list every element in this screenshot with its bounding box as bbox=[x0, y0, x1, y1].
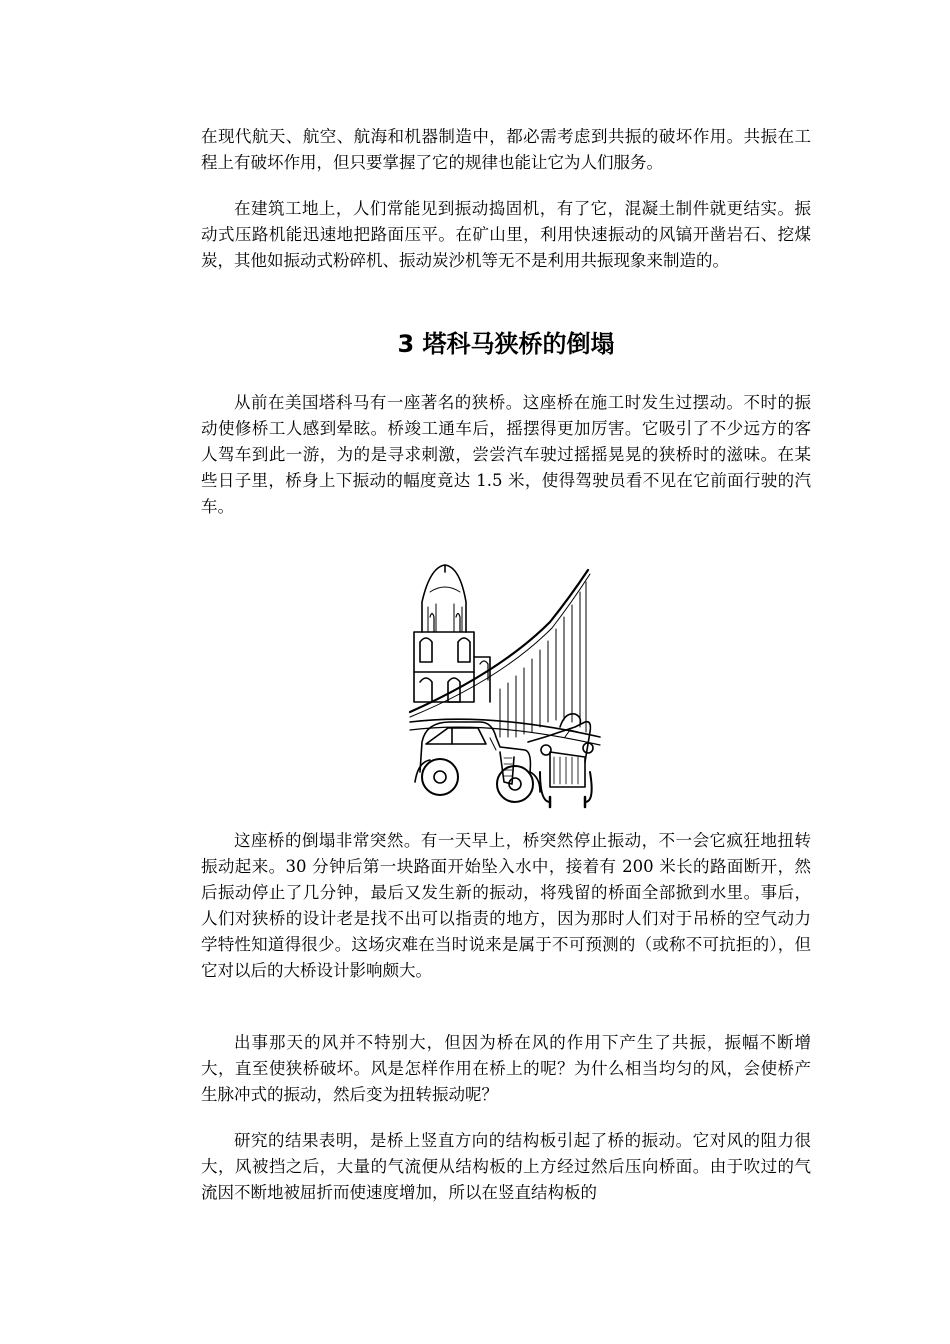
paragraph-bridge-history: 从前在美国塔科马有一座著名的狭桥。这座桥在施工时发生过摆动。不时的振动使修桥工人感到晕眩。桥竣工通车后，摇摆得更加厉害。它吸引了不少远方的客人驾车到此一游，为的是寻求刺激，尝尝汽车驶过摇摇晃晃的狭桥时的滋味。在某些日子里，桥身上下振动的幅度竟达 1.5 米，使得驾驶员看不见在它前面行驶的汽车。 bbox=[201, 393, 811, 516]
paragraph-resonance-intro: 在现代航天、航空、航海和机器制造中，都必需考虑到共振的破坏作用。共振在工程上有破坏作用，但只要掌握了它的规律也能让它为人们服务。 bbox=[201, 127, 811, 172]
paragraph-research-result: 研究的结果表明，是桥上竖直方向的结构板引起了桥的振动。它对风的阻力很大，风被挡之后，大量的气流便从结构板的上方经过然后压向桥面。由于吹过的气流因不断地被屈折而使速度增加，所以在竖直结构板的 bbox=[201, 1131, 811, 1202]
paragraph-construction-uses: 在建筑工地上，人们常能见到振动捣固机，有了它，混凝土制件就更结实。振动式压路机能迅速地把路面压平。在矿山里，利用快速振动的风镐开凿岩石、挖煤炭，其他如振动式粉碎机、振动炭沙机等无不是利用共振现象来制造的。 bbox=[201, 199, 811, 270]
paragraph-bridge-collapse: 这座桥的倒塌非常突然。有一天早上，桥突然停止振动，不一会它疯狂地扭转振动起来。30 分钟后第一块路面开始坠入水中，接着有 200 米长的路面断开，然后振动停止了几分钟，最后又发生新的振动，将残留的桥面全部掀到水里。事后，人们对狭桥的设计老是找不出可以指责的地方，因为那时人们对于吊桥的空气动力学特性知道得很少。这场灾难在当时说来是属于不可预测的（或称不可抗拒的），但它对以后的大桥设计影响颇大。 bbox=[201, 831, 811, 980]
paragraph-wind-question: 出事那天的风并不特别大，但因为桥在风的作用下产生了共振，振幅不断增大，直至使狭桥破坏。风是怎样作用在桥上的呢？为什么相当均匀的风，会使桥产生脉冲式的振动，然后变为扭转振动呢？ bbox=[201, 1033, 811, 1104]
section-heading: 3 塔科马狭桥的倒塌 bbox=[397, 330, 615, 358]
bridge-car-illustration bbox=[400, 562, 605, 812]
